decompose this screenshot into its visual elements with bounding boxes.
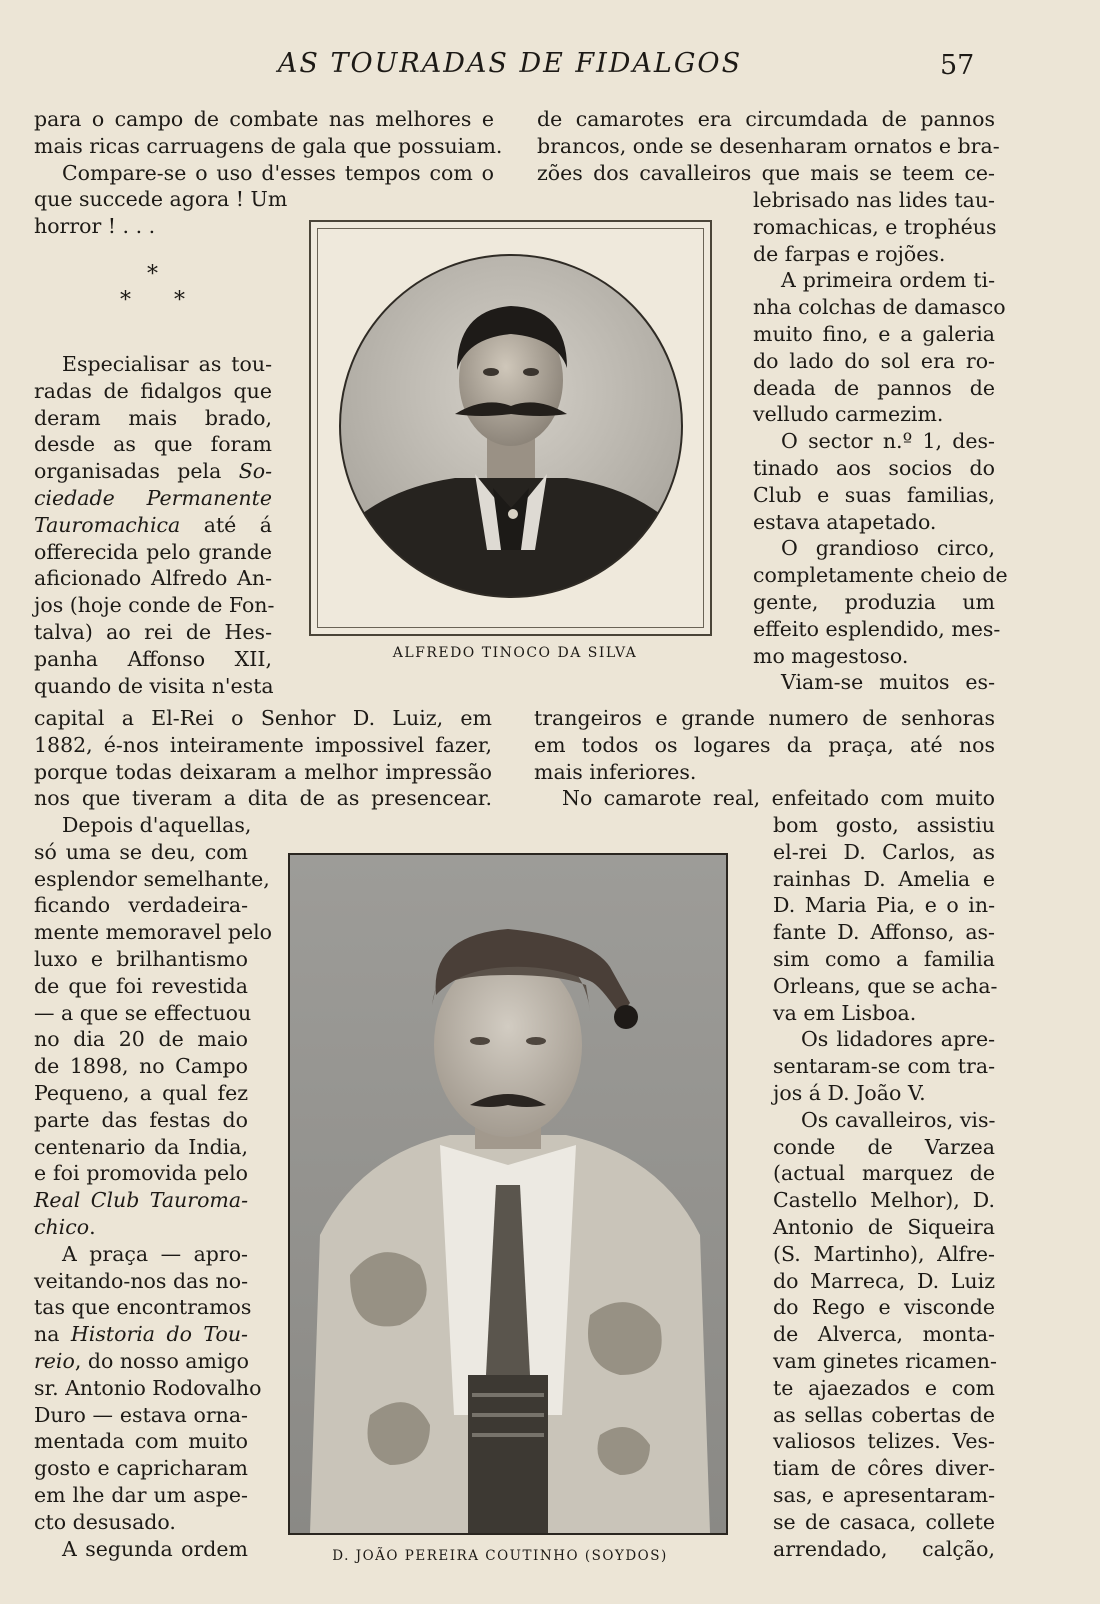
asterism-star: * [120,288,131,313]
text-line: (actual marquez de [773,1161,995,1186]
text-line: no dia 20 de maio [34,1027,248,1052]
text-line: capital a El-Rei o Senhor D. Luiz, em [34,706,492,730]
text-line: nos que tiveram a dita de as presencear. [34,786,492,811]
text-line: tinado aos socios do [753,455,995,480]
portrait-frame-joao [288,853,728,1535]
text-line: e foi promovida pelo [34,1161,248,1186]
text-line: na Historia do Tou- [34,1322,248,1347]
text-line: Depois d'aquellas, [62,813,252,837]
text-line: reio, do nosso amigo [34,1348,249,1373]
text-line: 1882, é-nos inteiramente impossivel fazer, [34,732,492,757]
asterism-star: * [174,288,185,313]
portrait-caption-alfredo: ALFREDO TINOCO DA SILVA [392,645,638,661]
text-line: lebrisado nas lides tau- [753,188,995,212]
text-line: quando de visita n'esta [34,673,274,698]
text-line: ciedade Permanente [34,485,272,510]
text-line: mais ricas carruagens de gala que possuiam. [34,133,503,158]
text-line: romachicas, e trophéus [753,214,997,239]
right-column-beside-photo [773,812,998,1562]
text-line: se de casaca, collete [773,1509,995,1534]
page-number: 57 [940,50,975,81]
text-line: fante D. Affonso, as- [773,920,995,945]
text-line: organisadas pela So- [34,459,272,484]
text-line: Orleans, que se acha- [773,973,998,998]
text-line: Club e suas familias, [753,482,995,507]
text-line: Viam-se muitos es- [781,670,995,695]
text-line: gosto e capricharam [34,1456,248,1481]
text-line: trangeiros e grande numero de senhoras [534,706,995,730]
text-line: Os lidadores apre- [801,1027,995,1052]
text-line: talva) ao rei de Hes- [34,619,272,644]
portrait-caption-joao: D. JOÃO PEREIRA COUTINHO (SOYDOS) [332,1548,668,1564]
text-line: jos (hoje conde de Fon- [34,593,275,618]
text-line: completamente cheio de [753,563,1008,588]
portrait-frame-alfredo [309,220,712,636]
text-line: conde de Varzea [773,1134,995,1159]
text-line: Castello Melhor), D. [773,1188,995,1213]
text-line: só uma se deu, com [34,839,248,864]
text-line: tiam de côres diver- [773,1456,995,1481]
text-line: deada de pannos de [753,375,995,400]
text-line: muito fino, e a galeria [753,321,995,346]
text-line: Compare-se o uso d'esses tempos com o [62,160,494,185]
text-line: do Rego e visconde [773,1295,995,1320]
text-line: mais inferiores. [534,759,697,784]
text-line: zões dos cavalleiros que mais se teem ce- [537,160,995,185]
text-line: — a que se effectuou [34,1000,252,1025]
text-line: desde as que foram [34,432,272,457]
text-line: do Marreca, D. Luiz [773,1268,995,1293]
right-column-beside-portrait [753,187,1008,696]
running-title: AS TOURADAS DE FIDALGOS [277,48,743,79]
text-line: de Alverca, monta- [773,1322,995,1347]
text-line: effeito esplendido, mes- [753,616,1001,641]
text-line: porque todas deixaram a melhor impressão [34,759,492,784]
section-asterism [120,262,190,322]
portrait-photo-joao [290,855,726,1533]
text-line: jos á D. João V. [773,1080,926,1105]
text-line: te ajaezados e com [773,1375,995,1400]
text-line: aficionado Alfredo An- [34,566,272,591]
text-line: ficando verdadeira- [34,893,248,918]
text-line: Especialisar as tou- [62,352,272,376]
text-line: em todos os logares da praça, até nos [534,732,995,757]
text-line: D. Maria Pia, e o in- [773,893,995,918]
text-line: rainhas D. Amelia e [773,866,995,891]
text-line: bom gosto, assistiu [773,813,995,837]
text-line: de farpas e rojões. [753,241,946,266]
left-column-intro [34,351,275,699]
text-line: em lhe dar um aspe- [34,1482,248,1507]
text-line: as sellas cobertas de [773,1402,995,1427]
text-line: sas, e apresentaram- [773,1482,995,1507]
text-line: para o campo de combate nas melhores e [34,107,494,131]
text-line: esplendor semelhante, [34,866,270,891]
text-line: A praça — apro- [62,1241,248,1266]
text-line: offerecida pelo grande [34,539,272,564]
text-line: veitando-nos das no- [34,1268,248,1293]
text-line: O grandioso circo, [781,536,995,561]
portrait-photo-alfredo [335,250,687,602]
text-line: A primeira ordem ti- [781,268,995,293]
text-line: de camarotes era circumdada de pannos [537,107,995,131]
left-column-wide [34,705,492,812]
text-line: estava atapetado. [753,509,937,534]
text-line: centenario da India, [34,1134,248,1159]
text-line: sim como a familia [773,946,995,971]
text-line: gente, produzia um [753,589,995,614]
text-line: parte das festas do [34,1107,248,1132]
text-line: mente memoravel pelo [34,920,272,945]
text-line: A segunda ordem [62,1536,248,1561]
text-line: Antonio de Siqueira [773,1214,995,1239]
text-line: radas de fidalgos que [34,378,272,403]
text-line: luxo e brilhantismo [34,946,248,971]
text-line: Tauromachica até á [34,512,272,537]
text-line: que succede agora ! Um [34,187,288,212]
text-line: chico. [34,1214,96,1239]
text-line: arrendado, calção, [773,1536,995,1561]
text-line: deram mais brado, [34,405,272,430]
text-line: tas que encontramos [34,1295,252,1320]
left-column-lower [34,812,272,1562]
text-line: Pequeno, a qual fez [34,1080,248,1105]
text-line: velludo carmezim. [753,402,944,427]
right-column-top [537,106,1000,186]
right-column-wide [534,705,995,812]
text-line: nha colchas de damasco [753,295,1006,320]
text-line: sr. Antonio Rodovalho [34,1375,262,1400]
text-line: panha Affonso XII, [34,646,272,671]
text-line: va em Lisboa. [773,1000,917,1025]
text-line: sentaram-se com tra- [773,1054,995,1079]
text-line: do lado do sol era ro- [753,348,995,373]
text-line: No camarote real, enfeitado com muito [562,786,995,811]
text-line: O sector n.º 1, des- [781,429,995,454]
asterism-star: * [147,262,158,287]
text-line: vam ginetes ricamen- [773,1348,997,1373]
text-line: de que foi revestida [34,973,248,998]
text-line: Real Club Tauroma- [34,1188,248,1213]
text-line: Os cavalleiros, vis- [801,1107,996,1132]
text-line: valiosos telizes. Ves- [773,1429,995,1454]
text-line: el-rei D. Carlos, as [773,839,995,864]
text-line: mentada com muito [34,1429,248,1454]
text-line: brancos, onde se desenharam ornatos e bra- [537,133,1000,158]
text-line: cto desusado. [34,1509,176,1534]
text-line: Duro — estava orna- [34,1402,248,1427]
text-line: (S. Martinho), Alfre- [773,1241,995,1266]
text-line: de 1898, no Campo [34,1054,248,1079]
text-line: mo magestoso. [753,643,909,668]
text-line: horror ! . . . [34,214,156,239]
